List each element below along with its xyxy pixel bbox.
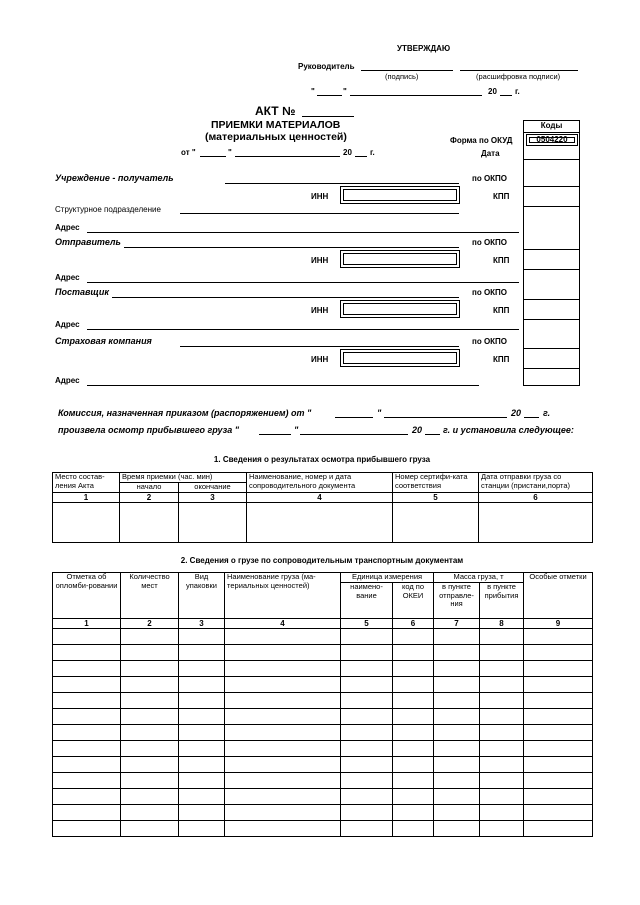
s2-cell[interactable] — [179, 693, 225, 709]
codes-row-line — [523, 249, 580, 250]
s2-cell[interactable] — [53, 645, 121, 661]
s2-cell[interactable] — [480, 725, 524, 741]
supplier-okpo-label: по ОКПО — [472, 288, 508, 297]
commission-line2-a: произвела осмотр прибывшего груза " — [58, 425, 239, 435]
s2-cell[interactable] — [393, 725, 434, 741]
sender-line[interactable] — [124, 247, 459, 248]
s2-cell[interactable] — [53, 677, 121, 693]
s1-col1-header: Место состав-ления Акта — [53, 473, 120, 493]
s2-cell[interactable] — [434, 789, 480, 805]
codes-row-line — [523, 159, 580, 160]
s2-cell[interactable] — [434, 805, 480, 821]
s2-cell[interactable] — [225, 757, 341, 773]
codes-row-line — [523, 368, 580, 369]
section1-title: 1. Сведения о результатах осмотра прибывшего груза — [213, 455, 431, 464]
title-year-suffix: г. — [370, 148, 375, 157]
s2-cell[interactable] — [524, 821, 593, 837]
s2-cell[interactable] — [393, 693, 434, 709]
sender-kpp-label: КПП — [493, 256, 510, 265]
codes-row-line — [523, 186, 580, 187]
s2-data-row[interactable] — [53, 805, 593, 821]
s2-cell[interactable] — [393, 677, 434, 693]
commission-line1-c: 20 — [511, 408, 522, 418]
s2-cell[interactable] — [225, 693, 341, 709]
s2-data-row[interactable] — [53, 789, 593, 805]
s2-data-row[interactable] — [53, 693, 593, 709]
s2-cell[interactable] — [434, 629, 480, 645]
s2-cell[interactable] — [524, 661, 593, 677]
supplier-address-line[interactable] — [87, 329, 519, 330]
s1-cell[interactable] — [120, 503, 179, 543]
s2-cell[interactable] — [434, 725, 480, 741]
s2-cell[interactable] — [225, 725, 341, 741]
s1-num: 3 — [179, 493, 247, 503]
commission-line1-b: " — [377, 408, 382, 418]
s2-data-row[interactable] — [53, 757, 593, 773]
title-year-line[interactable] — [355, 156, 367, 157]
commission-line1-d: г. — [543, 408, 551, 418]
s2-cell[interactable] — [53, 709, 121, 725]
s2-cell[interactable] — [480, 757, 524, 773]
sender-label: Отправитель — [55, 237, 121, 247]
s2-cell[interactable] — [480, 661, 524, 677]
s1-num: 4 — [247, 493, 393, 503]
s2-num: 5 — [341, 619, 393, 629]
s2-cell[interactable] — [53, 773, 121, 789]
s2-cell[interactable] — [341, 805, 393, 821]
s2-cell[interactable] — [121, 661, 179, 677]
s2-cell[interactable] — [434, 661, 480, 677]
s1-num: 2 — [120, 493, 179, 503]
codes-row-line — [523, 269, 580, 270]
s2-data-row[interactable] — [53, 773, 593, 789]
insurer-address-label: Адрес — [55, 376, 80, 385]
title-year-prefix: 20 — [343, 148, 352, 157]
s2-cell[interactable] — [480, 821, 524, 837]
section2-title: 2. Сведения о грузе по сопроводительным транспортным документам — [180, 556, 464, 565]
s2-cell[interactable] — [341, 741, 393, 757]
sender-inn-box[interactable] — [340, 250, 460, 268]
title-day-line[interactable] — [200, 156, 226, 157]
s2-cell[interactable] — [524, 677, 593, 693]
s2-cell[interactable] — [524, 645, 593, 661]
s2-cell[interactable] — [53, 821, 121, 837]
s2-cell[interactable] — [480, 805, 524, 821]
s2-cell[interactable] — [121, 789, 179, 805]
s2-cell[interactable] — [480, 741, 524, 757]
s2-cell[interactable] — [225, 677, 341, 693]
s2-cell[interactable] — [393, 805, 434, 821]
insurer-inn-box[interactable] — [340, 349, 460, 367]
s2-cell[interactable] — [480, 645, 524, 661]
insurer-line[interactable] — [180, 346, 459, 347]
s2-cell[interactable] — [121, 757, 179, 773]
s2-cell[interactable] — [341, 725, 393, 741]
s2-data-row[interactable] — [53, 645, 593, 661]
structural-label: Структурное подразделение — [55, 205, 161, 214]
s2-cell[interactable] — [434, 773, 480, 789]
s2-cell[interactable] — [524, 773, 593, 789]
approval-year-line[interactable] — [500, 95, 512, 96]
s2-cell[interactable] — [121, 741, 179, 757]
s2-cell[interactable] — [524, 725, 593, 741]
s2-cell[interactable] — [225, 645, 341, 661]
s2-data-row[interactable] — [53, 741, 593, 757]
s2-data-row[interactable] — [53, 661, 593, 677]
codes-row-line — [523, 319, 580, 320]
s2-cell[interactable] — [341, 789, 393, 805]
s1-num: 5 — [393, 493, 479, 503]
codes-row-line — [523, 299, 580, 300]
s2-data-row[interactable] — [53, 629, 593, 645]
s2-cell[interactable] — [393, 773, 434, 789]
commission-line2-b: " — [294, 425, 299, 435]
s2-cell[interactable] — [341, 709, 393, 725]
s2-col1-header: Отметка об опломби-ровании — [53, 573, 121, 619]
s2-cell[interactable] — [53, 757, 121, 773]
s2-cell[interactable] — [225, 789, 341, 805]
s2-cell[interactable] — [225, 709, 341, 725]
act-no-label: АКТ № — [255, 104, 296, 118]
commission-year1-line[interactable] — [524, 417, 539, 418]
form-okud-label: Форма по ОКУД — [450, 136, 513, 145]
s2-unit-header: Единица измерения — [341, 573, 434, 583]
s1-cell[interactable] — [179, 503, 247, 543]
s2-cell[interactable] — [179, 725, 225, 741]
s2-num: 2 — [121, 619, 179, 629]
approval-title: УТВЕРЖДАЮ — [397, 44, 451, 53]
s2-cell[interactable] — [393, 629, 434, 645]
s2-cell[interactable] — [480, 693, 524, 709]
recipient-okpo-label: по ОКПО — [472, 174, 508, 183]
s2-cell[interactable] — [179, 805, 225, 821]
commission-line2-d: г. и установила следующее: — [443, 425, 574, 435]
s2-col9-header: Особые отметки — [524, 573, 593, 619]
insurer-okpo-label: по ОКПО — [472, 337, 508, 346]
approval-month-line[interactable] — [350, 95, 482, 96]
s1-cell[interactable] — [247, 503, 393, 543]
date-label: Дата — [481, 149, 500, 158]
recipient-inn-label: ИНН — [311, 192, 329, 201]
s1-num: 6 — [479, 493, 593, 503]
s2-num: 1 — [53, 619, 121, 629]
head-label: Руководитель — [298, 62, 355, 71]
s2-num: 7 — [434, 619, 480, 629]
s2-cell[interactable] — [524, 757, 593, 773]
signature-hint: (подпись) — [385, 72, 419, 81]
s2-cell[interactable] — [53, 789, 121, 805]
recipient-inn-box[interactable] — [340, 186, 460, 204]
s2-num: 6 — [393, 619, 434, 629]
s1-col2-header: Время приемки (час. мин) — [120, 473, 247, 483]
s2-cell[interactable] — [434, 693, 480, 709]
s1-num: 1 — [53, 493, 120, 503]
commission-day2-line[interactable] — [259, 434, 291, 435]
s2-cell[interactable] — [393, 645, 434, 661]
recipient-address-line[interactable] — [87, 232, 519, 233]
s1-cell[interactable] — [479, 503, 593, 543]
s2-col4-header: Наименование груза (ма-териальных ценностей) — [225, 573, 341, 619]
section2-table — [52, 572, 593, 837]
title-line1: ПРИЕМКИ МАТЕРИАЛОВ — [211, 119, 341, 131]
s1-cell[interactable] — [393, 503, 479, 543]
s2-data-row[interactable] — [53, 725, 593, 741]
form-code: 0504220 — [536, 135, 568, 144]
commission-month1-line[interactable] — [384, 417, 507, 418]
approval-year-suffix: г. — [515, 87, 520, 96]
s2-cell[interactable] — [393, 661, 434, 677]
approval-quote-open: " — [311, 87, 315, 96]
title-line2: (материальных ценностей) — [205, 131, 347, 143]
s2-num: 9 — [524, 619, 593, 629]
s2-cell[interactable] — [480, 677, 524, 693]
s2-cell[interactable] — [434, 677, 480, 693]
approval-day-line[interactable] — [317, 95, 342, 96]
commission-year2-line[interactable] — [425, 434, 440, 435]
s2-unit-name-header: наимено-вание — [341, 583, 393, 619]
supplier-address-label: Адрес — [55, 320, 80, 329]
s2-cell[interactable] — [53, 661, 121, 677]
s2-cell[interactable] — [524, 709, 593, 725]
sender-okpo-label: по ОКПО — [472, 238, 508, 247]
codes-header: Коды — [540, 121, 563, 130]
s2-cell[interactable] — [179, 773, 225, 789]
section1-table — [52, 472, 593, 543]
s2-cell[interactable] — [53, 693, 121, 709]
s2-col3-header: Вид упаковки — [179, 573, 225, 619]
s2-cell[interactable] — [341, 757, 393, 773]
s2-cell[interactable] — [121, 805, 179, 821]
s2-data-row[interactable] — [53, 677, 593, 693]
s1-col4-header: Номер сертифи-ката соответствия — [393, 473, 479, 493]
s2-cell[interactable] — [225, 773, 341, 789]
s2-num: 8 — [480, 619, 524, 629]
s2-cell[interactable] — [53, 805, 121, 821]
s1-col5-header: Дата отправки груза со станции (пристани,порта) — [479, 473, 593, 493]
s2-cell[interactable] — [53, 629, 121, 645]
s2-cell[interactable] — [179, 741, 225, 757]
s2-cell[interactable] — [434, 741, 480, 757]
s1-cell[interactable] — [53, 503, 120, 543]
s2-cell[interactable] — [393, 709, 434, 725]
structural-line[interactable] — [180, 213, 459, 214]
codes-divider — [523, 132, 580, 133]
s2-cell[interactable] — [524, 629, 593, 645]
insurer-kpp-label: КПП — [493, 355, 510, 364]
decoding-line[interactable] — [460, 70, 578, 71]
act-number-line[interactable] — [302, 116, 354, 117]
s2-cell[interactable] — [179, 821, 225, 837]
s2-cell[interactable] — [480, 773, 524, 789]
s2-cell[interactable] — [121, 725, 179, 741]
supplier-label: Поставщик — [55, 287, 109, 297]
s2-cell[interactable] — [341, 661, 393, 677]
commission-day1-line[interactable] — [335, 417, 373, 418]
s2-cell[interactable] — [480, 709, 524, 725]
s2-cell[interactable] — [225, 629, 341, 645]
s1-end-header: окончание — [179, 483, 247, 493]
codes-row-line — [523, 348, 580, 349]
s2-cell[interactable] — [121, 773, 179, 789]
insurer-inn-label: ИНН — [311, 355, 329, 364]
decoding-hint: (расшифровка подписи) — [476, 72, 561, 81]
s2-mass-arrival-header: в пункте прибытия — [480, 583, 524, 619]
s2-cell[interactable] — [524, 789, 593, 805]
insurer-label: Страховая компания — [55, 336, 152, 346]
s2-cell[interactable] — [179, 661, 225, 677]
s2-cell[interactable] — [393, 741, 434, 757]
sender-address-label: Адрес — [55, 273, 80, 282]
supplier-inn-box[interactable] — [340, 300, 460, 318]
s2-cell[interactable] — [393, 821, 434, 837]
title-from-prefix: от " — [181, 148, 196, 157]
supplier-line[interactable] — [112, 297, 459, 298]
s2-cell[interactable] — [225, 661, 341, 677]
codes-row-line — [523, 206, 580, 207]
s2-data-row[interactable] — [53, 821, 593, 837]
sender-address-line[interactable] — [87, 282, 519, 283]
commission-line2-c: 20 — [412, 425, 423, 435]
s2-cell[interactable] — [53, 741, 121, 757]
s2-mass-header: Масса груза, т — [434, 573, 524, 583]
sender-inn-label: ИНН — [311, 256, 329, 265]
s2-cell[interactable] — [225, 741, 341, 757]
s2-cell[interactable] — [179, 629, 225, 645]
s2-cell[interactable] — [341, 821, 393, 837]
s2-cell[interactable] — [524, 741, 593, 757]
s2-cell[interactable] — [225, 805, 341, 821]
commission-line1-a: Комиссия, назначенная приказом (распоряжением) от " — [58, 408, 312, 418]
s2-cell[interactable] — [393, 789, 434, 805]
s2-num: 4 — [225, 619, 341, 629]
s2-cell[interactable] — [524, 693, 593, 709]
recipient-line[interactable] — [225, 183, 459, 184]
s2-cell[interactable] — [341, 629, 393, 645]
s2-cell[interactable] — [341, 677, 393, 693]
commission-month2-line[interactable] — [300, 434, 408, 435]
supplier-kpp-label: КПП — [493, 306, 510, 315]
s2-cell[interactable] — [434, 757, 480, 773]
s2-cell[interactable] — [225, 821, 341, 837]
signature-line[interactable] — [361, 70, 453, 71]
s2-mass-departure-header: в пункте отправле-ния — [434, 583, 480, 619]
s2-num: 3 — [179, 619, 225, 629]
s2-cell[interactable] — [524, 805, 593, 821]
s2-cell[interactable] — [480, 789, 524, 805]
approval-quote-close: " — [343, 87, 347, 96]
s2-cell[interactable] — [179, 709, 225, 725]
approval-year-prefix: 20 — [488, 87, 497, 96]
s2-cell[interactable] — [121, 645, 179, 661]
s2-cell[interactable] — [341, 773, 393, 789]
s2-cell[interactable] — [480, 629, 524, 645]
s2-cell[interactable] — [179, 645, 225, 661]
s2-cell[interactable] — [121, 821, 179, 837]
title-month-line[interactable] — [235, 156, 340, 157]
s2-cell[interactable] — [393, 757, 434, 773]
s2-cell[interactable] — [53, 725, 121, 741]
s2-cell[interactable] — [434, 821, 480, 837]
s1-data-row[interactable] — [53, 503, 593, 543]
s1-start-header: начало — [120, 483, 179, 493]
s2-unit-code-header: код по ОКЕИ — [393, 583, 434, 619]
s2-cell[interactable] — [179, 789, 225, 805]
s2-cell[interactable] — [179, 677, 225, 693]
s2-cell[interactable] — [121, 693, 179, 709]
recipient-label: Учреждение - получатель — [55, 173, 174, 183]
s2-cell[interactable] — [121, 629, 179, 645]
s2-cell[interactable] — [434, 645, 480, 661]
s2-cell[interactable] — [121, 677, 179, 693]
s2-cell[interactable] — [341, 645, 393, 661]
s2-col2-header: Количество мест — [121, 573, 179, 619]
s2-cell[interactable] — [341, 693, 393, 709]
insurer-address-line[interactable] — [87, 385, 479, 386]
s2-cell[interactable] — [121, 709, 179, 725]
s2-cell[interactable] — [179, 757, 225, 773]
s1-col3-header: Наименование, номер и дата сопроводительного документа — [247, 473, 393, 493]
s2-cell[interactable] — [434, 709, 480, 725]
recipient-kpp-label: КПП — [493, 192, 510, 201]
recipient-address-label: Адрес — [55, 223, 80, 232]
supplier-inn-label: ИНН — [311, 306, 329, 315]
s2-data-row[interactable] — [53, 709, 593, 725]
title-quote-close: " — [228, 148, 232, 157]
